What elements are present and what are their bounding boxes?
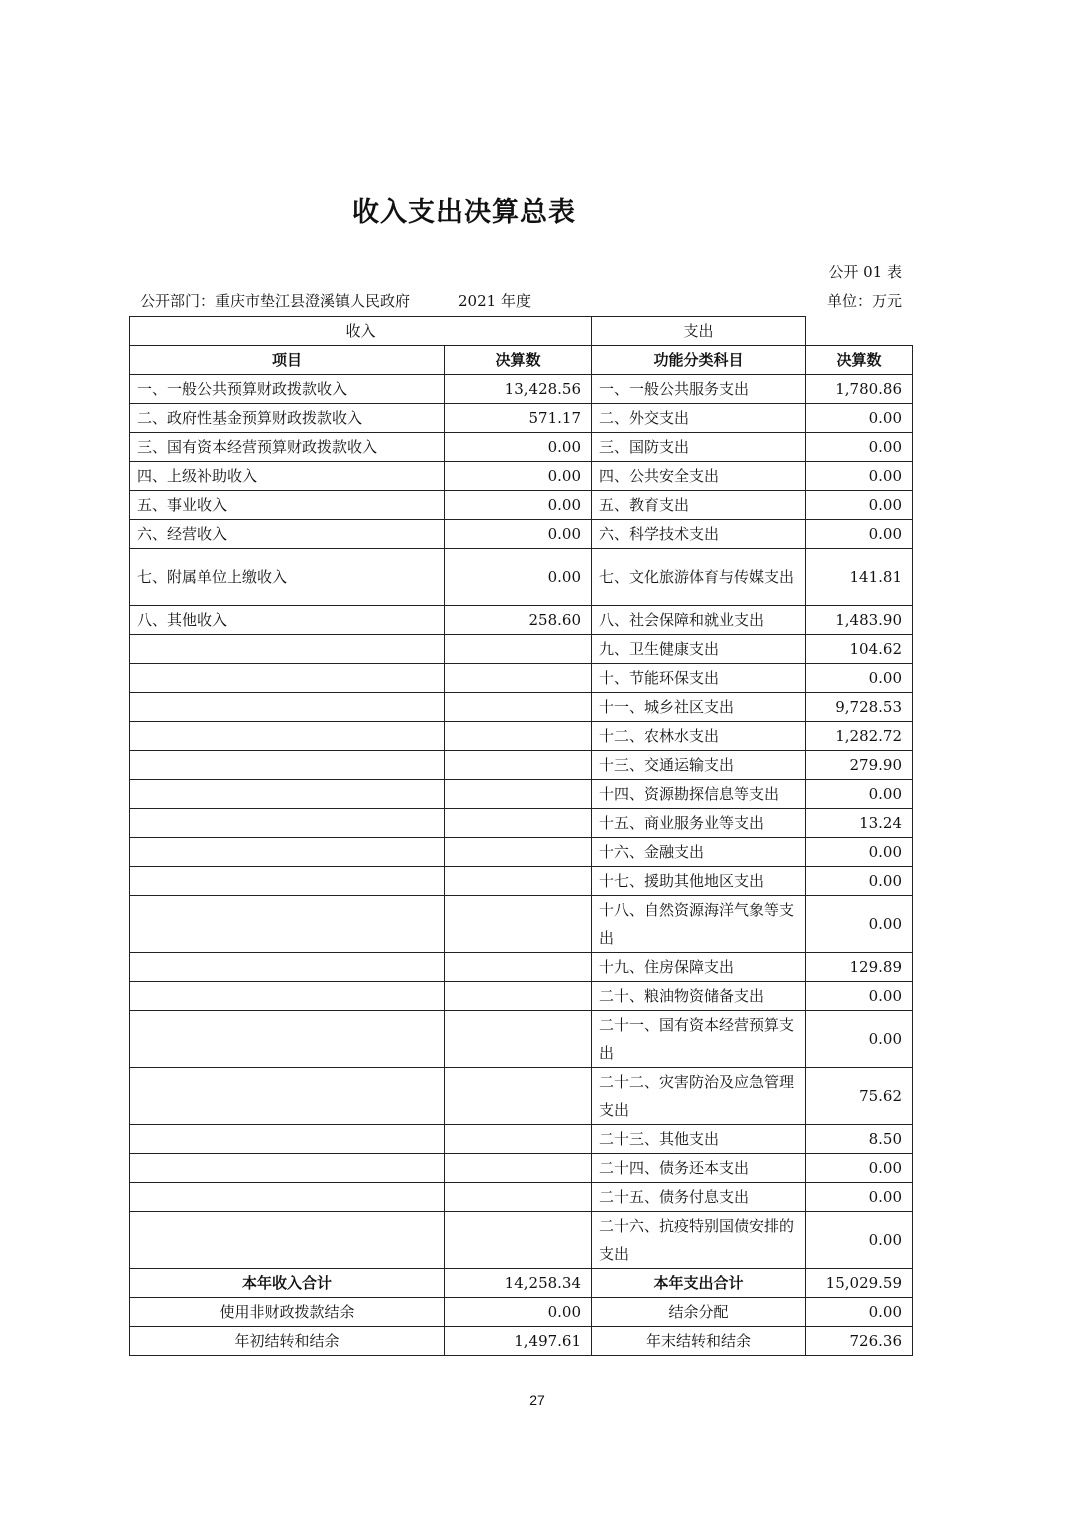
item-header: 项目 [130, 346, 445, 375]
footer-in-label: 使用非财政拨款结余 [130, 1298, 445, 1327]
out-label: 十四、资源勘探信息等支出 [592, 780, 806, 809]
out-label: 一、一般公共服务支出 [592, 375, 806, 404]
out-label: 四、公共安全支出 [592, 462, 806, 491]
in-value [445, 780, 592, 809]
out-value: 0.00 [806, 838, 913, 867]
in-value [445, 1068, 592, 1125]
out-value: 13.24 [806, 809, 913, 838]
in-value: 0.00 [445, 549, 592, 606]
out-value: 0.00 [806, 780, 913, 809]
in-label: 八、其他收入 [130, 606, 445, 635]
in-value [445, 635, 592, 664]
in-label [130, 1212, 445, 1269]
section-header-row [130, 317, 913, 346]
in-label: 一、一般公共预算财政拨款收入 [130, 375, 445, 404]
in-value [445, 809, 592, 838]
table-row [130, 1125, 913, 1154]
budget-table [129, 316, 913, 1356]
income-total-value: 14,258.34 [445, 1269, 592, 1298]
in-label: 三、国有资本经营预算财政拨款收入 [130, 433, 445, 462]
out-value: 0.00 [806, 462, 913, 491]
footer-row [130, 1298, 913, 1327]
footer-in-label: 年初结转和结余 [130, 1327, 445, 1356]
page-number: 27 [529, 1392, 545, 1408]
table-row [130, 780, 913, 809]
out-value: 104.62 [806, 635, 913, 664]
footer-in-value: 1,497.61 [445, 1327, 592, 1356]
out-value: 0.00 [806, 491, 913, 520]
table-row [130, 606, 913, 635]
out-label: 十八、自然资源海洋气象等支出 [592, 896, 806, 953]
out-value: 0.00 [806, 1183, 913, 1212]
out-label: 二、外交支出 [592, 404, 806, 433]
out-value: 141.81 [806, 549, 913, 606]
out-value: 0.00 [806, 896, 913, 953]
out-label: 十二、农林水支出 [592, 722, 806, 751]
in-label [130, 780, 445, 809]
in-label [130, 1154, 445, 1183]
in-value [445, 896, 592, 953]
out-label: 十六、金融支出 [592, 838, 806, 867]
table-row [130, 982, 913, 1011]
totals-row [130, 1269, 913, 1298]
footer-out-label: 年末结转和结余 [592, 1327, 806, 1356]
expense-total-label: 本年支出合计 [592, 1269, 806, 1298]
in-label [130, 664, 445, 693]
in-label [130, 722, 445, 751]
out-label: 二十一、国有资本经营预算支出 [592, 1011, 806, 1068]
in-label [130, 982, 445, 1011]
income-header: 收入 [130, 317, 592, 346]
in-value: 0.00 [445, 462, 592, 491]
out-label: 十九、住房保障支出 [592, 953, 806, 982]
in-value: 571.17 [445, 404, 592, 433]
out-value: 75.62 [806, 1068, 913, 1125]
unit-label: 单位：万元 [826, 292, 902, 310]
out-value: 1,282.72 [806, 722, 913, 751]
out-value: 0.00 [806, 867, 913, 896]
out-value: 8.50 [806, 1125, 913, 1154]
out-value: 0.00 [806, 1011, 913, 1068]
in-value [445, 1125, 592, 1154]
out-label: 十七、援助其他地区支出 [592, 867, 806, 896]
out-value: 0.00 [806, 433, 913, 462]
footer-row [130, 1327, 913, 1356]
amount2-header: 决算数 [806, 346, 913, 375]
out-value: 0.00 [806, 404, 913, 433]
fiscal-year: 2021 年度 [458, 292, 531, 310]
in-value [445, 1212, 592, 1269]
out-value: 1,483.90 [806, 606, 913, 635]
out-label: 九、卫生健康支出 [592, 635, 806, 664]
in-label [130, 751, 445, 780]
in-label [130, 1011, 445, 1068]
in-label: 二、政府性基金预算财政拨款收入 [130, 404, 445, 433]
in-value: 0.00 [445, 491, 592, 520]
table-row [130, 520, 913, 549]
out-label: 十一、城乡社区支出 [592, 693, 806, 722]
table-row [130, 838, 913, 867]
out-value: 0.00 [806, 1154, 913, 1183]
table-row [130, 1212, 913, 1269]
in-label [130, 867, 445, 896]
in-value: 13,428.56 [445, 375, 592, 404]
table-row [130, 375, 913, 404]
blank-corner [806, 317, 913, 346]
footer-out-label: 结余分配 [592, 1298, 806, 1327]
table-row [130, 549, 913, 606]
column-header-row [130, 346, 913, 375]
in-value [445, 751, 592, 780]
out-label: 二十四、债务还本支出 [592, 1154, 806, 1183]
in-value [445, 982, 592, 1011]
in-value [445, 722, 592, 751]
page-title: 收入支出决算总表 [352, 197, 576, 228]
table-row [130, 635, 913, 664]
table-row [130, 433, 913, 462]
in-label [130, 953, 445, 982]
out-label: 三、国防支出 [592, 433, 806, 462]
in-value [445, 1154, 592, 1183]
table-row [130, 462, 913, 491]
table-row [130, 896, 913, 953]
in-label: 四、上级补助收入 [130, 462, 445, 491]
table-row [130, 664, 913, 693]
in-value: 0.00 [445, 520, 592, 549]
income-total-label: 本年收入合计 [130, 1269, 445, 1298]
in-value [445, 867, 592, 896]
footer-in-value: 0.00 [445, 1298, 592, 1327]
out-label: 二十二、灾害防治及应急管理支出 [592, 1068, 806, 1125]
out-label: 八、社会保障和就业支出 [592, 606, 806, 635]
in-label [130, 1183, 445, 1212]
in-label [130, 635, 445, 664]
in-label [130, 809, 445, 838]
report-meta [140, 290, 531, 311]
table-row [130, 1011, 913, 1068]
amount-header: 决算数 [445, 346, 592, 375]
out-label: 二十三、其他支出 [592, 1125, 806, 1154]
out-label: 二十六、抗疫特别国债安排的支出 [592, 1212, 806, 1269]
table-row [130, 404, 913, 433]
out-label: 五、教育支出 [592, 491, 806, 520]
out-label: 二十五、债务付息支出 [592, 1183, 806, 1212]
in-label [130, 896, 445, 953]
out-value: 279.90 [806, 751, 913, 780]
table-row [130, 491, 913, 520]
out-value: 9,728.53 [806, 693, 913, 722]
out-label: 十、节能环保支出 [592, 664, 806, 693]
table-row [130, 867, 913, 896]
out-value: 0.00 [806, 1212, 913, 1269]
table-row [130, 751, 913, 780]
in-label: 六、经营收入 [130, 520, 445, 549]
in-label: 七、附属单位上缴收入 [130, 549, 445, 606]
out-value: 0.00 [806, 982, 913, 1011]
out-label: 十三、交通运输支出 [592, 751, 806, 780]
in-value [445, 1011, 592, 1068]
out-value: 129.89 [806, 953, 913, 982]
out-value: 0.00 [806, 520, 913, 549]
table-row [130, 953, 913, 982]
table-body [130, 375, 913, 1269]
out-value: 1,780.86 [806, 375, 913, 404]
in-value [445, 1183, 592, 1212]
in-value: 258.60 [445, 606, 592, 635]
in-label [130, 1125, 445, 1154]
out-label: 十五、商业服务业等支出 [592, 809, 806, 838]
category-header: 功能分类科目 [592, 346, 806, 375]
table-row [130, 1068, 913, 1125]
in-label [130, 838, 445, 867]
out-label: 二十、粮油物资储备支出 [592, 982, 806, 1011]
in-label [130, 693, 445, 722]
table-row [130, 693, 913, 722]
in-value [445, 693, 592, 722]
expense-total-value: 15,029.59 [806, 1269, 913, 1298]
in-label [130, 1068, 445, 1125]
table-row [130, 809, 913, 838]
expense-header: 支出 [592, 317, 806, 346]
in-value [445, 838, 592, 867]
out-label: 七、文化旅游体育与传媒支出 [592, 549, 806, 606]
out-label: 六、科学技术支出 [592, 520, 806, 549]
footer-out-value: 0.00 [806, 1298, 913, 1327]
table-row [130, 722, 913, 751]
in-value [445, 953, 592, 982]
table-row [130, 1183, 913, 1212]
table-row [130, 1154, 913, 1183]
in-value [445, 664, 592, 693]
in-label: 五、事业收入 [130, 491, 445, 520]
in-value: 0.00 [445, 433, 592, 462]
footer-out-value: 726.36 [806, 1327, 913, 1356]
department: 公开部门：重庆市垫江县澄溪镇人民政府 [140, 292, 411, 310]
out-value: 0.00 [806, 664, 913, 693]
table-code: 公开 01 表 [828, 263, 902, 281]
